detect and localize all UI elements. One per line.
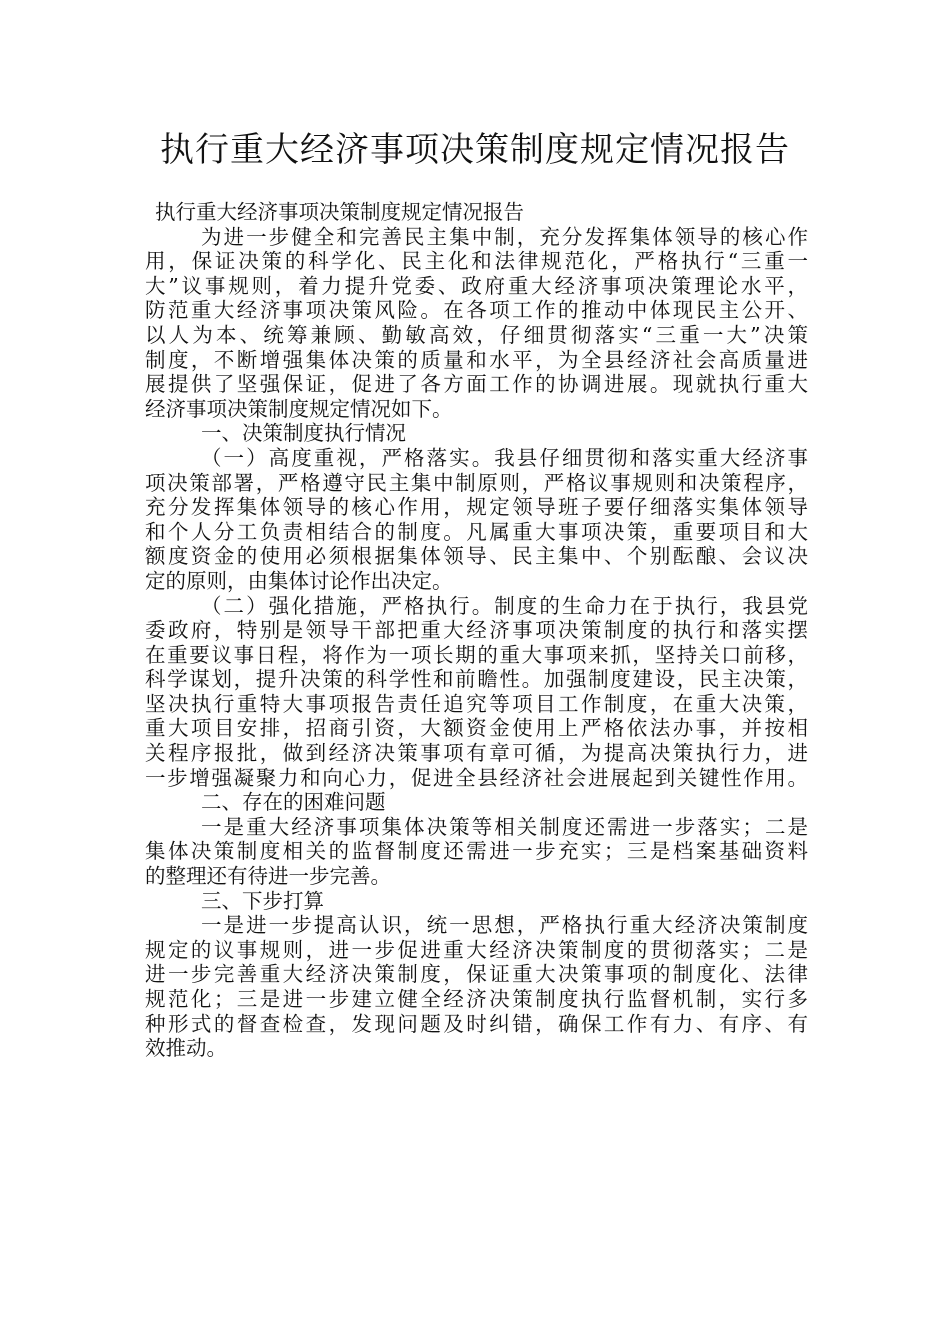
body-line: 委政府，特别是领导干部把重大经济事项决策制度的执行和落实摆	[145, 618, 808, 643]
body-line: 充分发挥集体领导的核心作用，规定领导班子要仔细落实集体领导	[145, 495, 808, 520]
body-line: 的整理还有待进一步完善。	[145, 864, 391, 889]
body-line: 项决策部署，严格遵守民主集中制原则，严格议事规则和决策程序，	[145, 470, 808, 495]
body-line: 为进一步健全和完善民主集中制，充分发挥集体领导的核心作	[201, 224, 808, 249]
body-line: 经济事项决策制度规定情况如下。	[145, 396, 453, 421]
body-line: 一是进一步提高认识，统一思想，严格执行重大经济决策制度	[201, 913, 808, 938]
body-line: 大”议事规则，着力提升党委、政府重大经济事项决策理论水平，	[145, 273, 808, 298]
body-line: 科学谋划，提升决策的科学性和前瞻性。加强制度建设，民主决策，	[145, 667, 808, 692]
body-line: 一步增强凝聚力和向心力，促进全县经济社会进展起到关键性作用。	[145, 765, 808, 790]
body-line: 一、决策制度执行情况	[201, 421, 406, 446]
body-line: 进一步完善重大经济决策制度，保证重大决策事项的制度化、法律	[145, 962, 808, 987]
body-line: 额度资金的使用必须根据集体领导、民主集中、个别酝酿、会议决	[145, 544, 808, 569]
body-line: 重大项目安排，招商引资，大额资金使用上严格依法办事，并按相	[145, 716, 808, 741]
document-title: 执行重大经济事项决策制度规定情况报告	[160, 130, 790, 170]
body-line: （一）高度重视，严格落实。我县仔细贯彻和落实重大经济事	[201, 445, 808, 470]
body-line: 二、存在的困难问题	[201, 790, 386, 815]
body-line: 一是重大经济事项集体决策等相关制度还需进一步落实；二是	[201, 814, 808, 839]
body-line: 效推动。	[145, 1036, 227, 1061]
body-line: 以人为本、统筹兼顾、勤敏高效，仔细贯彻落实“三重一大”决策	[145, 322, 808, 347]
body-line: 执行重大经济事项决策制度规定情况报告	[155, 200, 524, 224]
body-line: 集体决策制度相关的监督制度还需进一步充实；三是档案基础资料	[145, 839, 808, 864]
body-line: 防范重大经济事项决策风险。在各项工作的推动中体现民主公开、	[145, 298, 808, 323]
document-body	[145, 200, 808, 1061]
body-line: 定的原则，由集体讨论作出决定。	[145, 568, 453, 593]
body-line: （二）强化措施，严格执行。制度的生命力在于执行，我县党	[201, 593, 808, 618]
body-line: 三、下步打算	[201, 888, 324, 913]
body-line: 规定的议事规则，进一步促进重大经济决策制度的贯彻落实；二是	[145, 937, 808, 962]
body-line: 关程序报批，做到经济决策事项有章可循，为提高决策执行力，进	[145, 741, 808, 766]
body-line: 制度，不断增强集体决策的质量和水平，为全县经济社会高质量进	[145, 347, 808, 372]
body-line: 坚决执行重特大事项报告责任追究等项目工作制度，在重大决策，	[145, 691, 808, 716]
body-line: 规范化；三是进一步建立健全经济决策制度执行监督机制，实行多	[145, 987, 808, 1011]
body-line: 用，保证决策的科学化、民主化和法律规范化，严格执行“三重一	[145, 249, 808, 274]
body-line: 种形式的督查检查，发现问题及时纠错，确保工作有力、有序、有	[145, 1011, 808, 1036]
body-line: 展提供了坚强保证，促进了各方面工作的协调进展。现就执行重大	[145, 372, 808, 397]
body-line: 和个人分工负责相结合的制度。凡属重大事项决策，重要项目和大	[145, 519, 808, 544]
body-line: 在重要议事日程，将作为一项长期的重大事项来抓，坚持关口前移，	[145, 642, 808, 667]
